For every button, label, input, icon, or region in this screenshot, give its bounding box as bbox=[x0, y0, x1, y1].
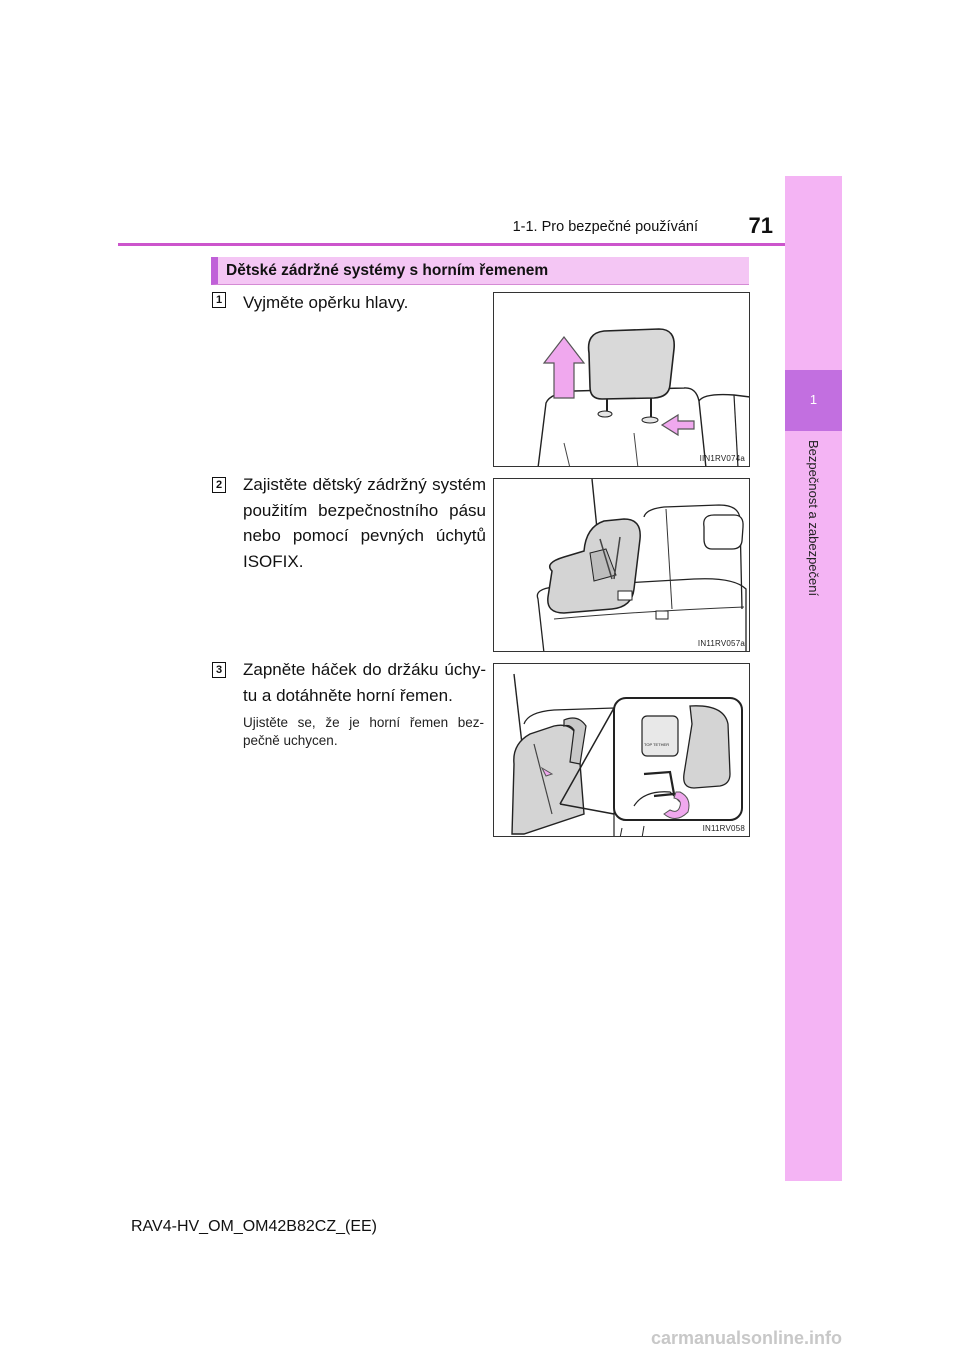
figure-remove-headrest bbox=[493, 292, 750, 467]
step-number-3: 3 bbox=[212, 662, 226, 678]
headrest-illustration bbox=[494, 293, 750, 467]
document-code-footer: RAV4-HV_OM_OM42B82CZ_(EE) bbox=[131, 1218, 377, 1235]
step-2-text: Zajistěte dětský zádržný systém použitím bezpečnostního pásu nebo pomocí pevných úchytů ISOFIX. bbox=[243, 475, 486, 571]
side-tab bbox=[785, 176, 842, 1181]
step-number-2: 2 bbox=[212, 477, 226, 493]
top-tether-illustration bbox=[494, 664, 750, 837]
section-title: 1-1. Pro bezpečné používání bbox=[512, 219, 698, 235]
step-number-1: 1 bbox=[212, 292, 226, 308]
step-3-note: Ujistěte se, že je horní řemen bez-pečně uchycen. bbox=[243, 715, 484, 748]
page-number: 71 bbox=[748, 213, 773, 238]
side-tab-chapter-number: 1 bbox=[809, 392, 818, 407]
step-1-text: Vyjměte opěrku hlavy. bbox=[243, 293, 409, 312]
section-heading: Dětské zádržné systémy s horním řemenem bbox=[226, 262, 549, 279]
child-seat-illustration bbox=[494, 479, 750, 652]
step-3-text: Zapněte háček do držáku úchy-tu a dotáhněte horní řemen. bbox=[243, 660, 486, 705]
figure-code-1: IIN1RV074a bbox=[699, 454, 745, 463]
watermark: carmanualsonline.info bbox=[651, 1328, 843, 1348]
side-tab-chapter-label: Bezpečnost a zabezpečení bbox=[806, 440, 821, 597]
figure-code-2: IN11RV057a bbox=[697, 639, 745, 648]
figure-code-3: IN11RV058 bbox=[702, 824, 745, 833]
top-tether-inset-label: TOP TETHER bbox=[644, 742, 670, 747]
header-rule bbox=[118, 243, 840, 246]
figure-child-seat-installed bbox=[493, 478, 750, 652]
figure-top-tether bbox=[493, 663, 750, 837]
